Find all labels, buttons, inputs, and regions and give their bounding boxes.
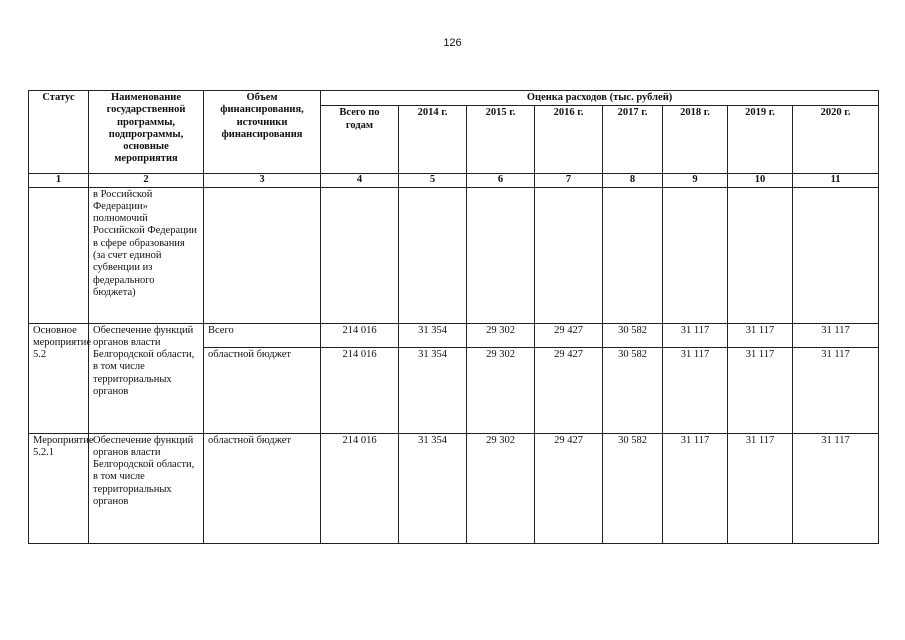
table-row <box>29 323 879 347</box>
column-number: 2 <box>89 174 204 187</box>
continuation-name: в Российской Федерации» полномочий Российской Федерации в сфере образования (за счет единой субвенции из федерального бюджета) <box>89 187 204 323</box>
row-name: Обеспечение функций органов власти Белгородской области, в том числе территориальных органов <box>89 433 204 543</box>
row-value: 31 354 <box>399 433 467 543</box>
column-number: 1 <box>29 174 89 187</box>
column-number: 6 <box>467 174 535 187</box>
row-value: 29 302 <box>467 433 535 543</box>
row-value: 29 427 <box>535 347 603 433</box>
row-value: 30 582 <box>603 347 663 433</box>
row-value: 31 354 <box>399 323 467 347</box>
row-value: 31 354 <box>399 347 467 433</box>
row-status: Мероприятие 5.2.1 <box>29 433 89 543</box>
row-value: 29 427 <box>535 433 603 543</box>
header-row-1 <box>29 91 879 106</box>
column-number: 11 <box>793 174 879 187</box>
page-number: 126 <box>443 37 462 49</box>
header-year: 2016 г. <box>535 106 603 174</box>
column-number: 7 <box>535 174 603 187</box>
row-value: 31 117 <box>793 323 879 347</box>
header-status: Статус <box>29 91 89 174</box>
row-value: 31 117 <box>663 323 728 347</box>
header-year: Всего по годам <box>321 106 399 174</box>
row-value: 29 302 <box>467 347 535 433</box>
row-value: 29 302 <box>467 323 535 347</box>
row-value: 31 117 <box>793 347 879 433</box>
row-source: областной бюджет <box>204 347 321 433</box>
row-value: 29 427 <box>535 323 603 347</box>
row-value: 214 016 <box>321 323 399 347</box>
row-status: Основное мероприятие 5.2 <box>29 323 89 433</box>
row-value: 31 117 <box>663 433 728 543</box>
column-number: 3 <box>204 174 321 187</box>
row-value: 31 117 <box>793 433 879 543</box>
row-name: Обеспечение функций органов власти Белгородской области, в том числе территориальных органов <box>89 323 204 433</box>
row-value: 31 117 <box>728 347 793 433</box>
column-number: 10 <box>728 174 793 187</box>
header-year: 2020 г. <box>793 106 879 174</box>
header-year: 2014 г. <box>399 106 467 174</box>
expenditure-table <box>28 90 879 544</box>
header-estimate: Оценка расходов (тыс. рублей) <box>321 91 879 106</box>
header-volume: Объем финансирования, источники финансирования <box>204 91 321 174</box>
column-number: 4 <box>321 174 399 187</box>
row-value: 30 582 <box>603 323 663 347</box>
table-row <box>29 433 879 543</box>
column-number: 9 <box>663 174 728 187</box>
header-year: 2017 г. <box>603 106 663 174</box>
row-value: 214 016 <box>321 347 399 433</box>
row-value: 30 582 <box>603 433 663 543</box>
row-value: 31 117 <box>663 347 728 433</box>
continuation-row <box>29 187 879 323</box>
row-value: 214 016 <box>321 433 399 543</box>
row-value: 31 117 <box>728 433 793 543</box>
row-value: 31 117 <box>728 323 793 347</box>
header-year: 2019 г. <box>728 106 793 174</box>
header-name: Наименование государственной программы, подпрограммы, основные мероприятия <box>89 91 204 174</box>
row-source: Всего <box>204 323 321 347</box>
header-year: 2015 г. <box>467 106 535 174</box>
column-number: 5 <box>399 174 467 187</box>
row-source: областной бюджет <box>204 433 321 543</box>
header-year: 2018 г. <box>663 106 728 174</box>
column-number-row <box>29 174 879 187</box>
column-number: 8 <box>603 174 663 187</box>
